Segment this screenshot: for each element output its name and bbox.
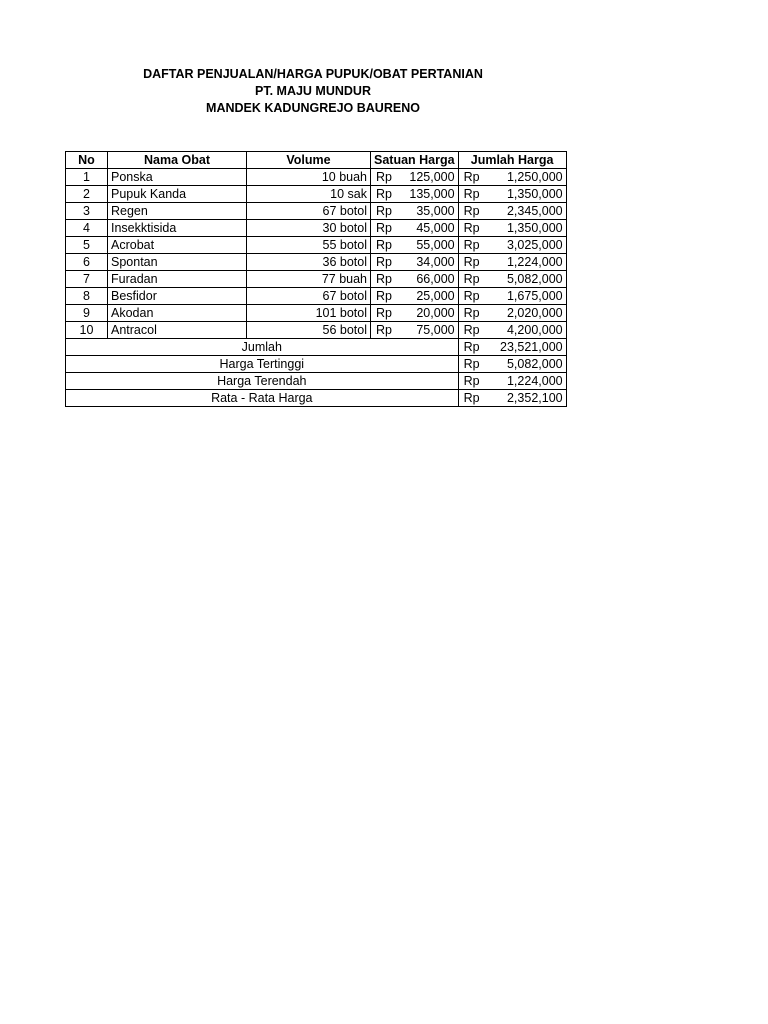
row-no: 3 bbox=[66, 203, 108, 220]
header-no: No bbox=[66, 152, 108, 169]
total-value: 2,345,000 bbox=[506, 204, 563, 218]
row-unit-price bbox=[371, 169, 459, 186]
row-volume: 67 botol bbox=[247, 288, 371, 305]
summary-value: 2,352,100 bbox=[506, 391, 563, 405]
currency-label: Rp bbox=[376, 306, 392, 320]
row-name: Acrobat bbox=[108, 237, 247, 254]
summary-amount bbox=[458, 390, 566, 407]
summary-value: 23,521,000 bbox=[500, 340, 563, 354]
currency-label: Rp bbox=[376, 221, 392, 235]
summary-amount bbox=[458, 356, 566, 373]
title-line-1: DAFTAR PENJUALAN/HARGA PUPUK/OBAT PERTANIAN bbox=[143, 67, 483, 81]
sales-table bbox=[65, 151, 567, 407]
currency-label: Rp bbox=[463, 238, 480, 252]
row-no: 2 bbox=[66, 186, 108, 203]
currency-label: Rp bbox=[376, 204, 392, 218]
total-value: 5,082,000 bbox=[506, 272, 563, 286]
row-volume: 77 buah bbox=[247, 271, 371, 288]
currency-label: Rp bbox=[376, 323, 392, 337]
table-row bbox=[66, 169, 567, 186]
currency-label: Rp bbox=[376, 272, 392, 286]
unit-price-value: 35,000 bbox=[416, 204, 455, 218]
currency-label: Rp bbox=[463, 306, 480, 320]
row-no: 10 bbox=[66, 322, 108, 339]
table-row bbox=[66, 305, 567, 322]
row-total bbox=[458, 220, 566, 237]
unit-price-value: 25,000 bbox=[416, 289, 455, 303]
row-name: Regen bbox=[108, 203, 247, 220]
table-row bbox=[66, 203, 567, 220]
summary-label: Rata - Rata Harga bbox=[66, 390, 459, 407]
currency-label: Rp bbox=[376, 255, 392, 269]
total-value: 1,350,000 bbox=[506, 221, 563, 235]
currency-label: Rp bbox=[463, 204, 480, 218]
currency-label: Rp bbox=[463, 374, 480, 388]
currency-label: Rp bbox=[463, 340, 480, 354]
total-value: 1,675,000 bbox=[506, 289, 563, 303]
title-line-2: PT. MAJU MUNDUR bbox=[255, 84, 371, 98]
summary-row bbox=[66, 356, 567, 373]
row-total bbox=[458, 186, 566, 203]
row-name: Spontan bbox=[108, 254, 247, 271]
row-unit-price bbox=[371, 305, 459, 322]
currency-label: Rp bbox=[463, 221, 480, 235]
summary-value: 5,082,000 bbox=[506, 357, 563, 371]
row-volume: 55 botol bbox=[247, 237, 371, 254]
row-total bbox=[458, 305, 566, 322]
currency-label: Rp bbox=[463, 391, 480, 405]
unit-price-value: 45,000 bbox=[416, 221, 455, 235]
row-volume: 10 sak bbox=[247, 186, 371, 203]
currency-label: Rp bbox=[376, 170, 392, 184]
currency-label: Rp bbox=[463, 187, 480, 201]
document-titles bbox=[0, 66, 626, 117]
row-no: 7 bbox=[66, 271, 108, 288]
table-row bbox=[66, 254, 567, 271]
unit-price-value: 34,000 bbox=[416, 255, 455, 269]
row-unit-price bbox=[371, 237, 459, 254]
row-total bbox=[458, 237, 566, 254]
currency-label: Rp bbox=[463, 323, 480, 337]
row-name: Pupuk Kanda bbox=[108, 186, 247, 203]
row-total bbox=[458, 203, 566, 220]
unit-price-value: 66,000 bbox=[416, 272, 455, 286]
row-unit-price bbox=[371, 203, 459, 220]
row-no: 8 bbox=[66, 288, 108, 305]
row-unit-price bbox=[371, 254, 459, 271]
summary-label: Harga Terendah bbox=[66, 373, 459, 390]
summary-label: Jumlah bbox=[66, 339, 459, 356]
total-value: 4,200,000 bbox=[506, 323, 563, 337]
table-row bbox=[66, 322, 567, 339]
total-value: 3,025,000 bbox=[506, 238, 563, 252]
currency-label: Rp bbox=[376, 187, 392, 201]
total-value: 1,224,000 bbox=[506, 255, 563, 269]
currency-label: Rp bbox=[463, 272, 480, 286]
table-row bbox=[66, 288, 567, 305]
header-name: Nama Obat bbox=[108, 152, 247, 169]
row-unit-price bbox=[371, 220, 459, 237]
unit-price-value: 125,000 bbox=[409, 170, 455, 184]
row-total bbox=[458, 288, 566, 305]
row-no: 4 bbox=[66, 220, 108, 237]
summary-row bbox=[66, 390, 567, 407]
total-value: 2,020,000 bbox=[506, 306, 563, 320]
row-name: Ponska bbox=[108, 169, 247, 186]
table-row bbox=[66, 237, 567, 254]
header-total: Jumlah Harga bbox=[458, 152, 566, 169]
row-volume: 10 buah bbox=[247, 169, 371, 186]
row-unit-price bbox=[371, 186, 459, 203]
currency-label: Rp bbox=[376, 238, 392, 252]
summary-amount bbox=[458, 373, 566, 390]
row-volume: 67 botol bbox=[247, 203, 371, 220]
table-row bbox=[66, 220, 567, 237]
row-name: Akodan bbox=[108, 305, 247, 322]
row-unit-price bbox=[371, 322, 459, 339]
summary-row bbox=[66, 373, 567, 390]
row-volume: 36 botol bbox=[247, 254, 371, 271]
summary-row bbox=[66, 339, 567, 356]
row-volume: 56 botol bbox=[247, 322, 371, 339]
unit-price-value: 135,000 bbox=[409, 187, 455, 201]
unit-price-value: 75,000 bbox=[416, 323, 455, 337]
row-no: 9 bbox=[66, 305, 108, 322]
header-unit-price: Satuan Harga bbox=[371, 152, 459, 169]
summary-label: Harga Tertinggi bbox=[66, 356, 459, 373]
currency-label: Rp bbox=[463, 170, 480, 184]
title-line-3: MANDEK KADUNGREJO BAURENO bbox=[206, 101, 420, 115]
currency-label: Rp bbox=[463, 357, 480, 371]
row-no: 5 bbox=[66, 237, 108, 254]
unit-price-value: 20,000 bbox=[416, 306, 455, 320]
total-value: 1,350,000 bbox=[506, 187, 563, 201]
currency-label: Rp bbox=[463, 289, 480, 303]
row-name: Besfidor bbox=[108, 288, 247, 305]
row-total bbox=[458, 271, 566, 288]
row-unit-price bbox=[371, 288, 459, 305]
currency-label: Rp bbox=[463, 255, 480, 269]
summary-amount bbox=[458, 339, 566, 356]
unit-price-value: 55,000 bbox=[416, 238, 455, 252]
row-total bbox=[458, 254, 566, 271]
row-name: Furadan bbox=[108, 271, 247, 288]
row-unit-price bbox=[371, 271, 459, 288]
row-no: 6 bbox=[66, 254, 108, 271]
table-row bbox=[66, 186, 567, 203]
total-value: 1,250,000 bbox=[506, 170, 563, 184]
header-row bbox=[66, 152, 567, 169]
row-name: Insekktisida bbox=[108, 220, 247, 237]
row-name: Antracol bbox=[108, 322, 247, 339]
currency-label: Rp bbox=[376, 289, 392, 303]
row-volume: 30 botol bbox=[247, 220, 371, 237]
table-row bbox=[66, 271, 567, 288]
row-total bbox=[458, 169, 566, 186]
row-no: 1 bbox=[66, 169, 108, 186]
header-volume: Volume bbox=[247, 152, 371, 169]
row-total bbox=[458, 322, 566, 339]
summary-value: 1,224,000 bbox=[506, 374, 563, 388]
row-volume: 101 botol bbox=[247, 305, 371, 322]
